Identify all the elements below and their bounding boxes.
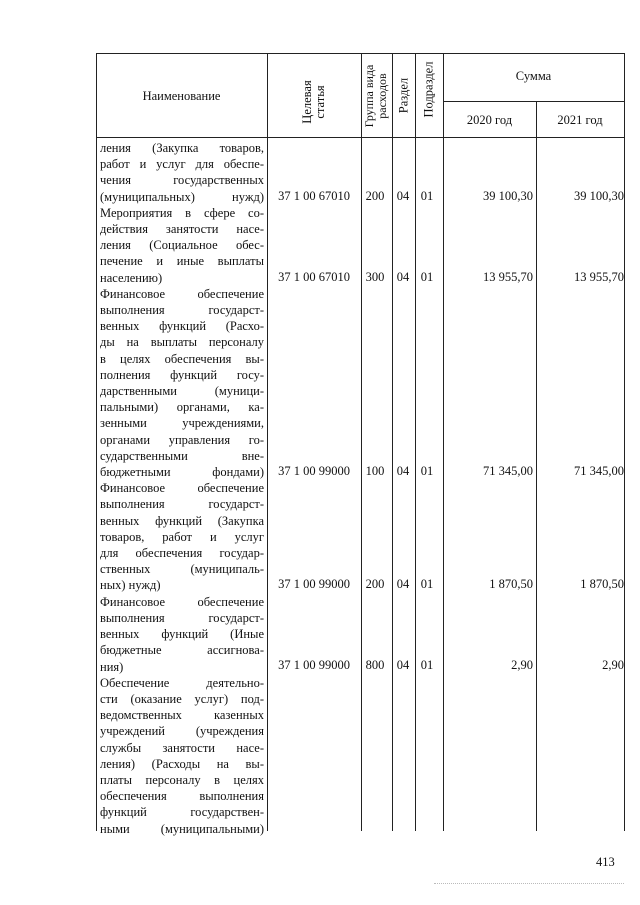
name-line: ления) (Расходы на вы- <box>100 756 264 771</box>
col-border-code <box>267 53 268 831</box>
name-line: венных функций (Расхо- <box>100 319 264 334</box>
table-cell-sum-2021: 13 955,70 <box>574 269 624 284</box>
sum-subheader-border <box>443 101 624 102</box>
col-border-group <box>361 53 362 831</box>
table-cell-group: 200 <box>365 577 385 592</box>
table-cell-code: 37 1 00 67010 <box>278 269 350 284</box>
name-line: в целях обеспечения вы- <box>100 351 264 366</box>
table-cell-code: 37 1 00 99000 <box>278 577 350 592</box>
name-line: Финансовое обеспечение <box>100 286 264 301</box>
name-line: зенными учреждениями, <box>100 416 264 431</box>
table-cell-sum-2021: 1 870,50 <box>580 577 624 592</box>
name-line: ственных (муниципаль- <box>100 562 264 577</box>
header-expense-group-line2: расходов <box>375 73 389 119</box>
table-cell-sum-2020: 2,90 <box>511 658 533 673</box>
name-line: платы персоналу в целях <box>100 772 264 787</box>
name-line: для обеспечения государ- <box>100 546 264 561</box>
header-name: Наименование <box>142 89 221 103</box>
header-year-2021: 2021 год <box>557 113 603 127</box>
table-cell-code: 37 1 00 67010 <box>278 188 350 203</box>
col-border-sum <box>443 53 444 831</box>
name-line: ления (Закупка товаров, <box>100 141 264 155</box>
name-line: венных функций (Закупка <box>100 513 264 528</box>
name-line: пальными) органами, ка- <box>100 400 264 415</box>
table-cell-sum-2020: 1 870,50 <box>489 577 533 592</box>
name-line: обеспечения выполнения <box>100 789 264 804</box>
col-border-subsection <box>415 53 416 831</box>
name-line: ды на выплаты персоналу <box>100 335 264 350</box>
header-target-article-line2: статья <box>313 85 327 119</box>
header-expense-group <box>363 56 389 136</box>
name-line: дарственными (муници- <box>100 384 264 399</box>
names-column <box>100 140 264 837</box>
name-line: Мероприятия в сфере со- <box>100 205 264 220</box>
table-cell-code: 37 1 00 99000 <box>278 658 350 673</box>
table-cell-sum-2020: 39 100,30 <box>483 188 533 203</box>
table-cell-sum-2021: 71 345,00 <box>574 464 624 478</box>
name-line: выполнения государст- <box>100 497 264 512</box>
col-border-year <box>536 101 537 831</box>
name-line: венных функций (Иные <box>100 627 264 642</box>
col-border-section <box>392 53 393 831</box>
table-cell-subsection: 01 <box>420 464 434 478</box>
name-line: службы занятости насе- <box>100 740 264 755</box>
name-line: сти (оказание услуг) под- <box>100 691 264 706</box>
page-number: 413 <box>596 855 615 869</box>
name-line: выполнения государст- <box>100 303 264 318</box>
name-line: населению) <box>100 270 163 285</box>
table-cell-subsection: 01 <box>420 188 434 203</box>
name-line: печение и иные выплаты <box>100 254 264 269</box>
name-line: ных) нужд) <box>100 578 161 593</box>
table-cell-section: 04 <box>396 269 410 284</box>
name-line: действия занятости насе- <box>100 222 264 237</box>
table-cell-sum-2021: 2,90 <box>602 658 624 673</box>
name-line: учреждений (учреждения <box>100 724 264 739</box>
name-line: Финансовое обеспечение <box>100 594 264 609</box>
table-cell-subsection: 01 <box>420 577 434 592</box>
table-cell-section: 04 <box>396 188 410 203</box>
table-cell-section: 04 <box>396 658 410 673</box>
col-border-right <box>624 53 625 831</box>
name-line: чения государственных <box>100 173 264 188</box>
table-cell-sum-2020: 71 345,00 <box>483 464 533 478</box>
name-line: ведомственных казенных <box>100 708 264 723</box>
table-cell-group: 800 <box>365 658 385 673</box>
table-top-border <box>96 53 624 54</box>
header-subsection: Подраздел <box>421 61 436 118</box>
header-year-2020: 2020 год <box>466 113 513 127</box>
name-line: ления (Социальное обес- <box>100 238 264 253</box>
header-target-article <box>301 62 327 142</box>
name-line: работ и услуг для обеспе- <box>100 157 264 172</box>
table-cell-code: 37 1 00 99000 <box>278 464 350 478</box>
col-border-left <box>96 53 97 831</box>
scan-mark <box>434 883 624 884</box>
table-cell-group: 100 <box>365 464 385 478</box>
header-section: Раздел <box>396 77 411 114</box>
name-line: органами управления го- <box>100 432 264 447</box>
table-cell-section: 04 <box>396 577 410 592</box>
table-cell-subsection: 01 <box>420 658 434 673</box>
name-line: сударственными вне- <box>100 448 264 463</box>
table-cell-sum-2021: 39 100,30 <box>574 188 624 203</box>
name-line: функций государствен- <box>100 805 264 820</box>
header-expense-group-line1: Группа вида <box>362 64 376 128</box>
header-bottom-border <box>96 137 624 138</box>
name-line: (муниципальных) нужд) <box>100 189 264 204</box>
header-sum: Сумма <box>515 69 552 83</box>
name-line: полнения функций госу- <box>100 367 264 382</box>
name-line: выполнения государст- <box>100 610 264 625</box>
table-cell-subsection: 01 <box>420 269 434 284</box>
name-line: товаров, работ и услуг <box>100 529 264 544</box>
name-line: бюджетными фондами) <box>100 465 264 480</box>
header-target-article-line1: Целевая <box>300 80 314 124</box>
table-cell-section: 04 <box>396 464 410 478</box>
name-line: Обеспечение деятельно- <box>100 675 264 690</box>
budget-table <box>96 53 624 836</box>
table-cell-sum-2020: 13 955,70 <box>483 269 533 284</box>
table-cell-group: 300 <box>365 269 385 284</box>
table-cell-group: 200 <box>365 188 385 203</box>
name-line: Финансовое обеспечение <box>100 481 264 496</box>
name-line: ния) <box>100 659 124 674</box>
name-line: бюджетные ассигнова- <box>100 643 264 658</box>
name-line: ными (муниципальными) <box>100 821 264 836</box>
